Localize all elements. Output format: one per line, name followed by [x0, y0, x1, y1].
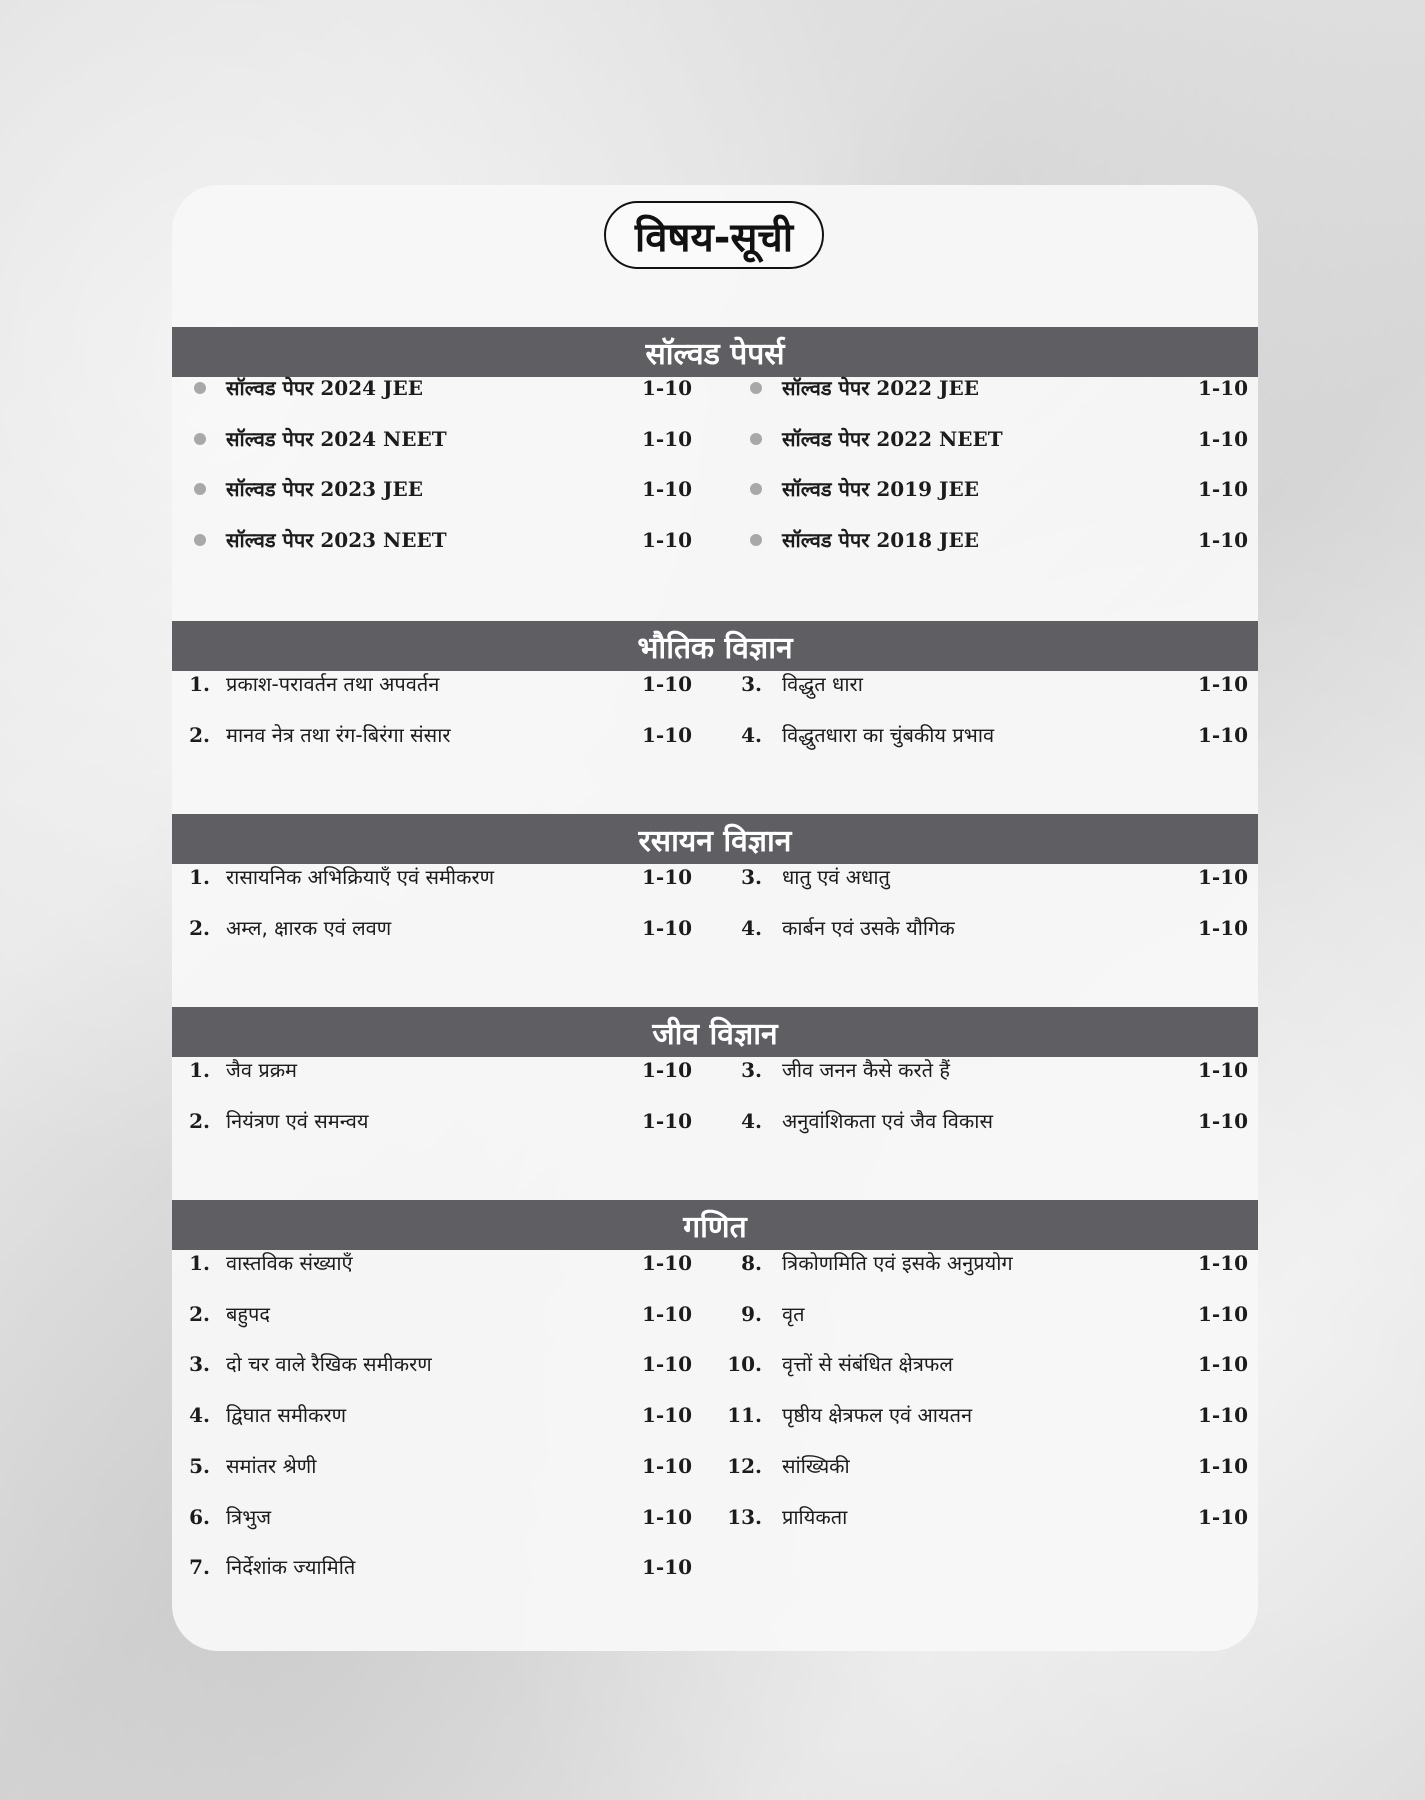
entry-pages: 1-10 [1198, 1301, 1249, 1326]
entry-number: 9. [741, 1301, 762, 1326]
toc-entry[interactable] [172, 472, 1258, 506]
entry-pages: 1-10 [642, 477, 693, 502]
entry-pages: 1-10 [1198, 1504, 1249, 1529]
section-heading: भौतिक विज्ञान [172, 621, 1258, 671]
entry-pages: 1-10 [642, 1504, 693, 1529]
entry-title: अनुवांशिकता एवं जैव विकास [782, 1108, 993, 1133]
toc-entry[interactable] [172, 422, 1258, 456]
entry-title: द्विघात समीकरण [226, 1403, 347, 1428]
entry-number: 12. [727, 1453, 762, 1478]
entry-title: सॉल्वड पेपर 2018 JEE [782, 528, 979, 553]
entry-pages: 1-10 [642, 1058, 693, 1082]
entry-title: वृत्तों से संबंधित क्षेत्रफल [782, 1352, 953, 1377]
entry-title: प्रायिकता [782, 1504, 848, 1529]
entry-pages: 1-10 [1198, 477, 1249, 502]
toc-entry[interactable] [172, 1347, 1258, 1381]
entry-number: 3. [741, 865, 762, 889]
entry-title: अम्ल, क्षारक एवं लवण [226, 915, 392, 940]
entry-title: सॉल्वड पेपर 2024 JEE [226, 376, 423, 400]
entry-number: 6. [189, 1504, 210, 1529]
entry-number: 5. [189, 1453, 210, 1478]
entry-number: 1. [189, 865, 210, 889]
toc-entry[interactable] [172, 1500, 1258, 1534]
entry-number: 3. [741, 1058, 762, 1082]
entry-number: 8. [741, 1251, 762, 1275]
entry-number: 11. [727, 1403, 762, 1428]
toc-entry[interactable] [172, 667, 1258, 701]
entry-title: समांतर श्रेणी [226, 1453, 317, 1478]
entry-title: मानव नेत्र तथा रंग-बिरंगा संसार [226, 722, 451, 747]
entry-title: वृत [782, 1301, 805, 1326]
section-heading: सॉल्वड पेपर्स [172, 327, 1258, 377]
entry-number: 4. [741, 1108, 762, 1133]
toc-entry[interactable] [172, 1449, 1258, 1483]
entry-pages: 1-10 [642, 915, 693, 940]
entry-title: सॉल्वड पेपर 2023 JEE [226, 477, 423, 502]
entry-pages: 1-10 [642, 865, 693, 889]
entry-pages: 1-10 [642, 1352, 693, 1377]
toc-entry[interactable] [172, 1104, 1258, 1138]
entry-title: सॉल्वड पेपर 2023 NEET [226, 528, 447, 553]
entry-title: जीव जनन कैसे करते हैं [782, 1058, 951, 1082]
page-title: विषय-सूची [604, 201, 824, 269]
entry-title: नियंत्रण एवं समन्वय [226, 1108, 369, 1133]
entry-number: 4. [741, 915, 762, 940]
entry-pages: 1-10 [642, 528, 693, 553]
toc-entry[interactable] [172, 1398, 1258, 1432]
entry-title: धातु एवं अधातु [782, 865, 890, 889]
entry-title: जैव प्रक्रम [226, 1058, 298, 1082]
entry-pages: 1-10 [1198, 1058, 1249, 1082]
entry-pages: 1-10 [1198, 1251, 1249, 1275]
toc-entry[interactable] [172, 1053, 1258, 1087]
entry-title: सॉल्वड पेपर 2024 NEET [226, 426, 447, 451]
entry-title: वास्तविक संख्याएँ [226, 1251, 353, 1275]
entry-pages: 1-10 [1198, 1108, 1249, 1133]
toc-entry[interactable] [172, 718, 1258, 752]
entry-number: 1. [189, 1058, 210, 1082]
entry-number: 2. [189, 1108, 210, 1133]
entry-pages: 1-10 [1198, 722, 1249, 747]
entry-title: सांख्यिकी [782, 1453, 850, 1478]
bullet-icon [750, 433, 762, 445]
entry-title: विद्धुत धारा [782, 672, 863, 696]
bullet-icon [750, 534, 762, 546]
entry-pages: 1-10 [1198, 528, 1249, 553]
entry-title: विद्धुतधारा का चुंबकीय प्रभाव [782, 722, 995, 747]
toc-entry[interactable] [172, 523, 1258, 557]
toc-entry[interactable] [172, 371, 1258, 405]
entry-pages: 1-10 [1198, 865, 1249, 889]
entry-number: 4. [741, 722, 762, 747]
entry-pages: 1-10 [642, 426, 693, 451]
entry-pages: 1-10 [1198, 915, 1249, 940]
entry-pages: 1-10 [642, 672, 693, 696]
entry-title: सॉल्वड पेपर 2019 JEE [782, 477, 979, 502]
toc-entry[interactable] [172, 1297, 1258, 1331]
entry-title: दो चर वाले रैखिक समीकरण [226, 1352, 432, 1377]
entry-pages: 1-10 [1198, 1453, 1249, 1478]
toc-entry[interactable] [172, 1550, 1258, 1584]
entry-pages: 1-10 [1198, 426, 1249, 451]
entry-number: 2. [189, 1301, 210, 1326]
entry-pages: 1-10 [642, 1453, 693, 1478]
entry-pages: 1-10 [642, 1555, 693, 1580]
toc-entry[interactable] [172, 1246, 1258, 1280]
entry-title: निर्देशांक ज्यामिति [226, 1555, 356, 1580]
section-heading: गणित [172, 1200, 1258, 1250]
section-heading: जीव विज्ञान [172, 1007, 1258, 1057]
entry-number: 7. [189, 1555, 210, 1580]
entry-pages: 1-10 [642, 1403, 693, 1428]
entry-number: 10. [727, 1352, 762, 1377]
entry-pages: 1-10 [642, 1108, 693, 1133]
bullet-icon [750, 483, 762, 495]
entry-number: 13. [727, 1504, 762, 1529]
entry-pages: 1-10 [642, 722, 693, 747]
entry-title: प्रकाश-परावर्तन तथा अपवर्तन [226, 672, 440, 696]
entry-number: 4. [189, 1403, 210, 1428]
toc-entry[interactable] [172, 911, 1258, 945]
entry-title: सॉल्वड पेपर 2022 JEE [782, 376, 979, 400]
entry-number: 1. [189, 1251, 210, 1275]
entry-title: त्रिकोणमिति एवं इसके अनुप्रयोग [782, 1251, 1013, 1275]
entry-pages: 1-10 [1198, 1403, 1249, 1428]
entry-title: रासायनिक अभिक्रियाएँ एवं समीकरण [226, 865, 495, 889]
bullet-icon [750, 382, 762, 394]
entry-pages: 1-10 [1198, 1352, 1249, 1377]
entry-title: बहुपद [226, 1301, 271, 1326]
entry-number: 3. [741, 672, 762, 696]
entry-pages: 1-10 [642, 376, 693, 400]
entry-number: 1. [189, 672, 210, 696]
entry-number: 3. [189, 1352, 210, 1377]
toc-entry[interactable] [172, 860, 1258, 894]
section-heading: रसायन विज्ञान [172, 814, 1258, 864]
entry-pages: 1-10 [642, 1301, 693, 1326]
entry-title: कार्बन एवं उसके यौगिक [782, 915, 955, 940]
entry-number: 2. [189, 915, 210, 940]
entry-number: 2. [189, 722, 210, 747]
entry-title: सॉल्वड पेपर 2022 NEET [782, 426, 1003, 451]
entry-pages: 1-10 [1198, 672, 1249, 696]
entry-title: पृष्ठीय क्षेत्रफल एवं आयतन [782, 1403, 973, 1428]
entry-pages: 1-10 [642, 1251, 693, 1275]
entry-pages: 1-10 [1198, 376, 1249, 400]
entry-title: त्रिभुज [226, 1504, 272, 1529]
